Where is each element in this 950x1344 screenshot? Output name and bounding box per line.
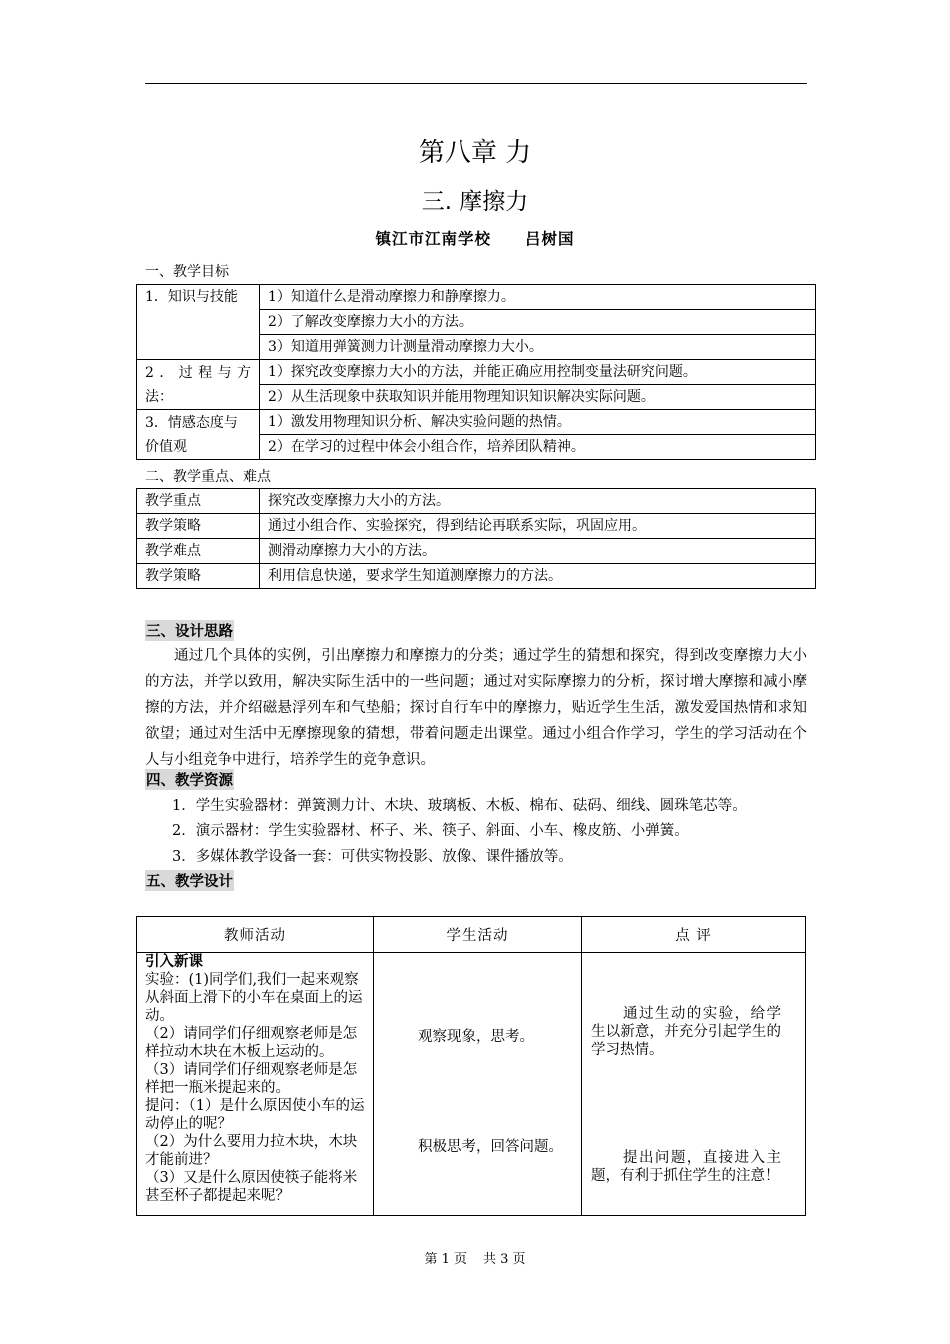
teacher-activity-title: 引入新课: [145, 954, 203, 970]
author-name: 吕树国: [525, 229, 575, 248]
teacher-activity-line: （3）又是什么原因使筷子能将米甚至杯子都提起来呢？: [145, 1170, 358, 1204]
section-heading-design-idea: 三、设计思路: [145, 620, 234, 641]
section-heading-teaching-design: 五、教学设计: [145, 870, 234, 891]
goal-item: 2）了解改变摩擦力大小的方法。: [260, 310, 816, 335]
focus-key: 教学策略: [137, 564, 260, 589]
design-idea-paragraph: 通过几个具体的实例，引出摩擦力和摩擦力的分类；通过学生的猜想和探究，得到改变摩擦力大小的方法，并学以致用，解决实际生活中的一些问题；通过对实际摩擦力的分析，探讨增大摩擦和减小摩擦的方法，并介绍磁悬浮列车和气垫船；探讨自行车中的摩擦力，贴近学生生活，激发爱国热情和求知欲望；通过对生活中无摩擦现象的猜想，带着问题走出课堂。通过小组合作学习，学生的学习活动在个人与小组竞争中进行，培养学生的竞争意识。: [145, 648, 807, 768]
teacher-activity-cell: [137, 953, 374, 1216]
resource-item: 1．学生实验器材：弹簧测力计、木块、玻璃板、木板、棉布、砝码、细线、圆珠笔芯等。: [172, 798, 747, 814]
focus-key: 教学重点: [137, 489, 260, 514]
page-number: 第 1 页: [424, 1252, 467, 1267]
goal-category: 3．情感态度与价值观: [137, 410, 260, 460]
goal-item: 3）知道用弹簧测力计测量滑动摩擦力大小。: [260, 335, 816, 360]
goals-table: [136, 284, 816, 460]
focus-value: 利用信息快递，要求学生知道测摩擦力的方法。: [260, 564, 816, 589]
teacher-activity-line: 提问：（1）是什么原因使小车的运动停止的呢？: [145, 1098, 365, 1132]
author-line: [0, 227, 950, 249]
section-heading-goals: 一、教学目标: [145, 264, 229, 280]
focus-table: [136, 488, 816, 589]
resource-item: 3．多媒体教学设备一套：可供实物投影、放像、课件播放等。: [172, 849, 573, 865]
page-total: 共 3 页: [483, 1252, 526, 1267]
teacher-activity-line: （2）请同学们仔细观察老师是怎样拉动木块在木板上运动的。: [145, 1026, 358, 1060]
comment-cell: [582, 953, 806, 1216]
focus-value: 测滑动摩擦力大小的方法。: [260, 539, 816, 564]
teacher-activity-line: （3）请同学们仔细观察老师是怎样把一瓶米提起来的。: [145, 1062, 358, 1096]
teaching-design-table: [136, 916, 806, 1216]
goal-item: 1）激发用物理知识分析、解决实验问题的热情。: [260, 410, 816, 435]
goal-category: 2．过程与方法：: [137, 360, 260, 410]
comment-experiment: 通过生动的实验，给学生以新意，并充分引起学生的学习热情。: [591, 1006, 781, 1058]
focus-key: 教学难点: [137, 539, 260, 564]
teacher-activity-line: 实验：(1)同学们,我们一起来观察从斜面上滑下的小车在桌面上的运动。: [145, 972, 363, 1024]
student-activity-answer: 积极思考，回答问题。: [418, 1139, 563, 1155]
column-header-student: 学生活动: [374, 917, 582, 953]
goal-item: 1）探究改变摩擦力大小的方法，并能正确应用控制变量法研究问题。: [260, 360, 816, 385]
author-school: 镇江市江南学校: [375, 229, 491, 248]
column-header-teacher: 教师活动: [137, 917, 374, 953]
section-heading-focus: 二、教学重点、难点: [145, 469, 271, 485]
comment-question: 提出问题，直接进入主题，有利于抓住学生的注意！: [591, 1150, 781, 1184]
header-rule: [145, 83, 807, 84]
focus-value: 通过小组合作、实验探究，得到结论再联系实际，巩固应用。: [260, 514, 816, 539]
focus-key: 教学策略: [137, 514, 260, 539]
resource-item: 2．演示器材：学生实验器材、杯子、米、筷子、斜面、小车、橡皮筋、小弹簧。: [172, 823, 689, 839]
page-footer: [0, 1248, 950, 1267]
focus-value: 探究改变摩擦力大小的方法。: [260, 489, 816, 514]
column-header-comment: 点 评: [582, 917, 806, 953]
goal-item: 2）从生活现象中获取知识并能用物理知识知识解决实际问题。: [260, 385, 816, 410]
section-heading-resources: 四、教学资源: [145, 769, 234, 790]
goal-category: 1．知识与技能: [137, 285, 260, 360]
section-title: 三. 摩擦力: [421, 189, 529, 215]
goal-item: 1）知道什么是滑动摩擦力和静摩擦力。: [260, 285, 816, 310]
teacher-activity-line: （2）为什么要用力拉木块，木块才能前进？: [145, 1134, 358, 1168]
student-activity-cell: [374, 953, 582, 1216]
goal-item: 2）在学习的过程中体会小组合作，培养团队精神。: [260, 435, 816, 460]
chapter-title: 第八章 力: [418, 138, 532, 168]
student-activity-observe: 观察现象，思考。: [418, 1029, 534, 1045]
